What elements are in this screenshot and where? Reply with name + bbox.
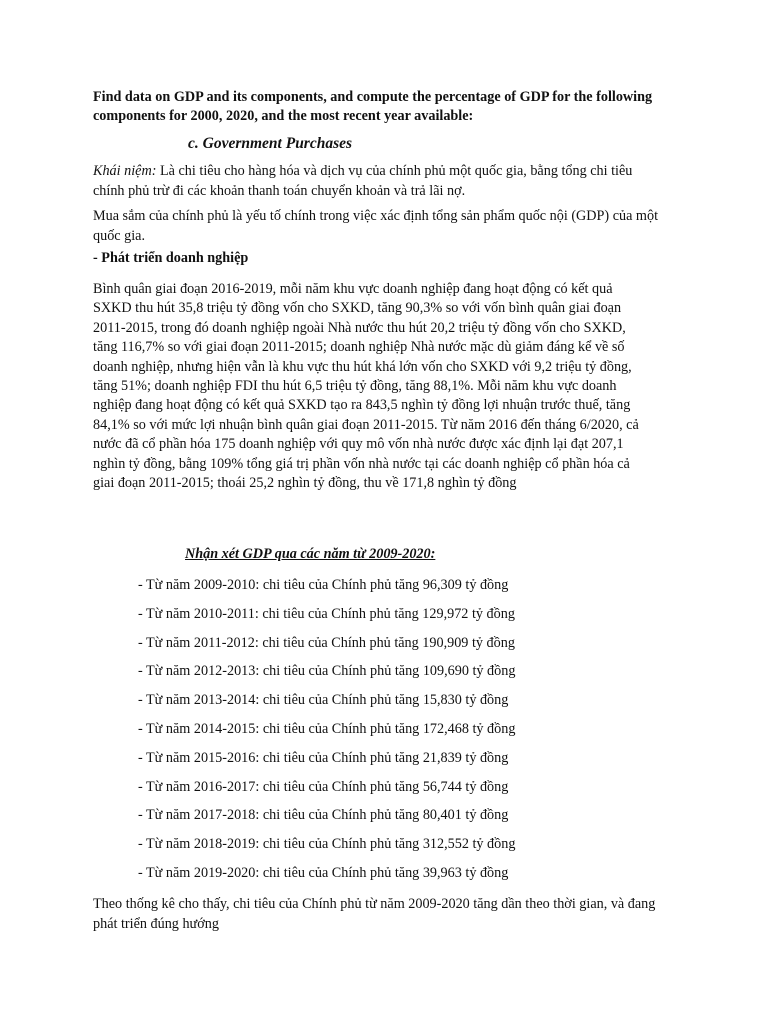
gdp-review-heading: Nhận xét GDP qua các năm từ 2009-2020: [185,546,436,562]
list-item: - Từ năm 2014-2015: chi tiêu của Chính phủ tăng 172,468 tỷ đồng [138,720,516,737]
assignment-prompt: Find data on GDP and its components, and compute the percentage of GDP for the following components for 2000, 2020, and the most recent year available: [93,89,653,124]
section-heading: c. Government Purchases [188,135,353,152]
spending-change-list [138,576,515,893]
list-item: - Từ năm 2015-2016: chi tiêu của Chính phủ tăng 21,839 tỷ đồng [138,749,509,766]
definition-text: Là chi tiêu cho hàng hóa và dịch vụ của chính phủ một quốc gia, bằng tổng chi tiêu chính phủ trừ đi các khoản thanh toán chuyển khoản và trả lãi nợ. [93,163,633,199]
list-item: - Từ năm 2013-2014: chi tiêu của Chính phủ tăng 15,830 tỷ đồng [138,692,509,709]
conclusion-paragraph: Theo thống kê cho thấy, chi tiêu của Chính phủ từ năm 2009-2020 tăng dần theo thời gian, và đang phát triển đúng hướng [93,896,656,932]
list-item: - Từ năm 2009-2010: chi tiêu của Chính phủ tăng 96,309 tỷ đồng [138,577,509,593]
list-item: - Từ năm 2011-2012: chi tiêu của Chính phủ tăng 190,909 tỷ đồng [138,634,515,651]
list-item: - Từ năm 2017-2018: chi tiêu của Chính phủ tăng 80,401 tỷ đồng [138,807,509,824]
government-purchases-paragraph: Mua sắm của chính phủ là yếu tố chính trong việc xác định tổng sản phẩm quốc nội (GDP) của một quốc gia. [93,208,659,244]
definition-label: Khái niệm: [93,163,157,179]
business-development-paragraph: Bình quân giai đoạn 2016-2019, mỗi năm khu vực doanh nghiệp đang hoạt động có kết quả SXKD thu hút 35,8 triệu tỷ đồng vốn cho SXKD, tăng 90,3% so với vốn bình quân giai đoạn 2011-2015, trong đó doanh nghiệp ngoài Nhà nước thu hút 20,2 triệu tỷ đồng vốn cho SXKD, tăng 116,7% so với giai đoạn 2011-2015; doanh nghiệp Nhà nước mặc dù giảm đáng kể về số doanh nghiệp, nhưng hiện vẫn là khu vực thu hút khá lớn vốn cho SXKD với 9,2 triệu tỷ đồng, tăng 51%; doanh nghiệp FDI thu hút 6,5 triệu tỷ đồng, tăng 88,1%. Mỗi năm khu vực doanh nghiệp đang hoạt động có kết quả SXKD tạo ra 843,5 nghìn tỷ đồng lợi nhuận trước thuế, tăng 84,1% so với mức lợi nhuận bình quân giai đoạn 2011-2015. Từ năm 2016 đến tháng 6/2020, cả nước đã cổ phần hóa 175 doanh nghiệp với quy mô vốn nhà nước được xác định lại đạt 207,1 nghìn tỷ đồng, bằng 109% tổng giá trị phần vốn nhà nước tại các doanh nghiệp cổ phần hóa cả giai đoạn 2011-2015; thoái 25,2 nghìn tỷ đồng, thu về 171,8 nghìn tỷ đồng [93,281,639,492]
business-development-heading: - Phát triển doanh nghiệp [93,250,249,266]
list-item: - Từ năm 2012-2013: chi tiêu của Chính phủ tăng 109,690 tỷ đồng [138,663,516,680]
definition-paragraph [93,162,663,201]
list-item: - Từ năm 2018-2019: chi tiêu của Chính phủ tăng 312,552 tỷ đồng [138,836,516,853]
list-item: - Từ năm 2010-2011: chi tiêu của Chính phủ tăng 129,972 tỷ đồng [138,605,515,622]
list-item: - Từ năm 2019-2020: chi tiêu của Chính phủ tăng 39,963 tỷ đồng [138,864,509,881]
list-item: - Từ năm 2016-2017: chi tiêu của Chính phủ tăng 56,744 tỷ đồng [138,778,509,795]
